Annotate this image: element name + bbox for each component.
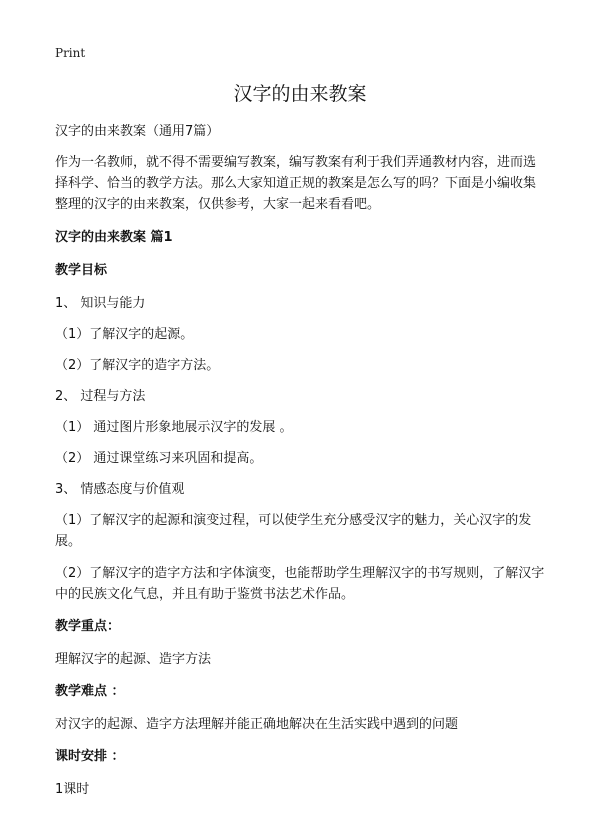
attitude-item: （1）了解汉字的起源和演变过程，可以使学生充分感受汉字的魅力，关心汉字的发展。 [55, 513, 532, 549]
intro-paragraph: 作为一名教师，就不得不需要编写教案，编写教案有利于我们弄通教材内容，进而选择科学、恰当的教学方法。那么大家知道正规的教案是怎么写的吗？下面是小编收集整理的汉字的由来教案，仅供参考，大家一起来看看吧。 [55, 155, 537, 212]
difficulty-text: 对汉字的起源、造字方法理解并能正确地解决在生活实践中遇到的问题 [55, 717, 459, 732]
key-points-heading: 教学重点： [55, 619, 121, 634]
schedule-text: 1课时 [55, 782, 90, 797]
goal-item: （1）了解汉字的起源。 [55, 327, 194, 342]
goal-item: （2） 通过课堂练习来巩固和提高。 [55, 451, 263, 466]
document-body [55, 121, 547, 811]
attitude-item: （2）了解汉字的造字方法和字体演变，也能帮助学生理解汉字的书写规则，了解汉字中的民族文化气息，并且有助于鉴赏书法艺术作品。 [55, 566, 545, 602]
goal-item: （1） 通过图片形象地展示汉字的发展 。 [55, 420, 293, 435]
goals-heading: 教学目标 [55, 263, 108, 278]
key-points-text: 理解汉字的起源、造字方法 [55, 652, 212, 667]
goal-item: （2）了解汉字的造字方法。 [55, 358, 220, 373]
goal-item: 1、 知识与能力 [55, 296, 146, 311]
section-title: 汉字的由来教案 篇1 [55, 230, 173, 245]
goal-item: 3、 情感态度与价值观 [55, 482, 185, 497]
print-link[interactable]: Print [55, 46, 86, 60]
difficulty-heading: 教学难点 ： [55, 684, 125, 699]
document-subtitle: 汉字的由来教案（通用7篇） [55, 124, 220, 139]
schedule-heading: 课时安排 ： [55, 749, 125, 764]
goal-item: 2、 过程与方法 [55, 389, 146, 404]
page-title: 汉字的由来教案 [233, 83, 367, 105]
